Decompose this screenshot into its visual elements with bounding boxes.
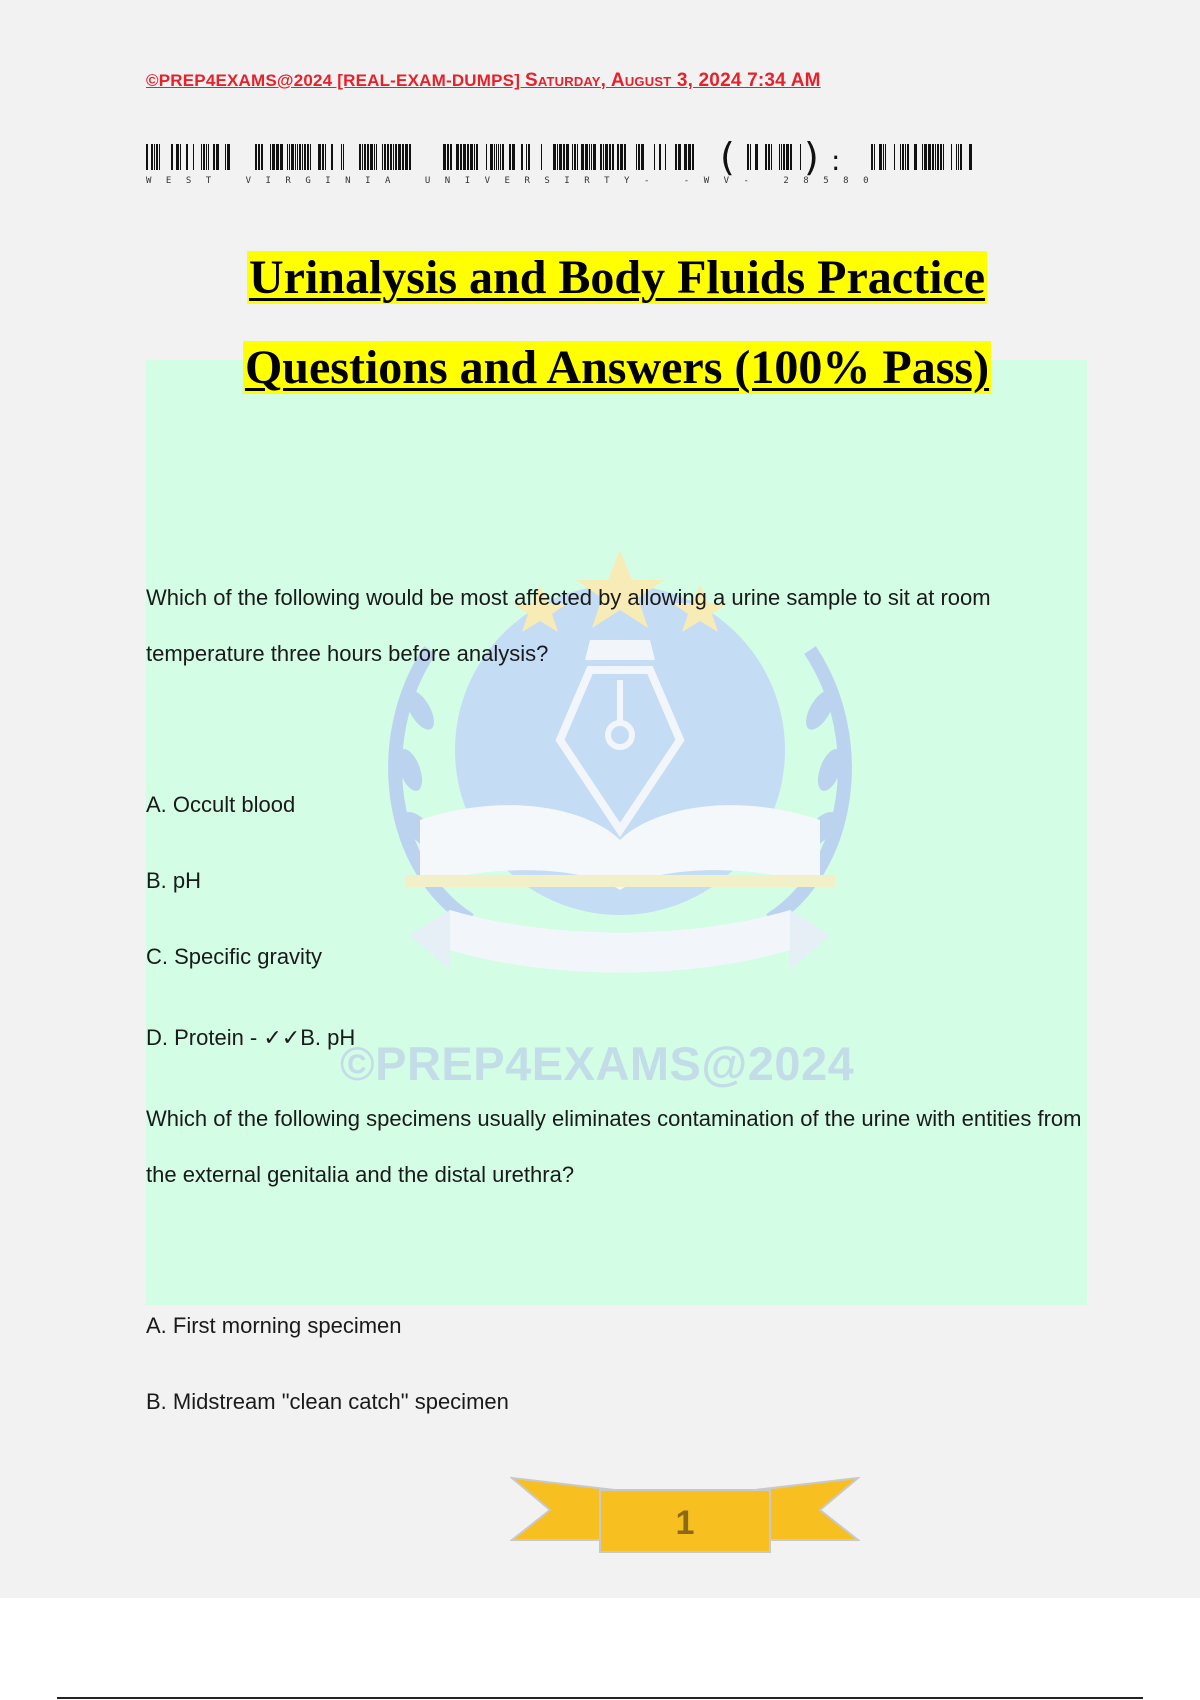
barcode-bar (553, 144, 556, 170)
barcode-bar (902, 144, 904, 170)
barcode-bar (750, 144, 751, 170)
barcode-bar (299, 144, 301, 170)
barcode-bar (362, 144, 363, 170)
barcode-bar (398, 144, 401, 170)
barcode-bar (476, 144, 478, 170)
barcode-bar (287, 144, 288, 170)
barcode-bar (937, 144, 939, 170)
barcode-bar (500, 144, 501, 170)
barcode-bar (280, 144, 283, 170)
barcode-bar (526, 144, 527, 170)
barcode-bar (374, 144, 375, 170)
barcode-bar (603, 144, 604, 170)
document-title-line2: Questions and Answers (100% Pass) (244, 341, 990, 394)
barcode-bar (402, 144, 404, 170)
barcode-bar (541, 144, 542, 170)
barcode-caption: WEST VIRGINIA UNIVERSIRTY- -WV- 28580 (146, 176, 883, 186)
barcode-bar (261, 144, 263, 170)
barcode-bar (675, 144, 677, 170)
barcode-bar (783, 144, 785, 170)
barcode-bar (325, 144, 326, 170)
barcode-bar (405, 144, 408, 170)
barcode-bar (289, 144, 290, 170)
barcode-bar (765, 144, 767, 170)
barcode-bar (956, 144, 957, 170)
barcode-bar (935, 144, 936, 170)
bottom-divider (57, 1697, 1143, 1699)
barcode-bar (225, 144, 226, 170)
barcode-bar (641, 144, 644, 170)
barcode-bar (624, 144, 626, 170)
barcode-bar (924, 144, 927, 170)
barcode-bar (470, 144, 473, 170)
barcode-bar (585, 144, 588, 170)
barcode-bar (295, 144, 296, 170)
barcode-bar (151, 144, 153, 170)
barcode-bar (447, 144, 449, 170)
barcode-bar (943, 144, 944, 170)
barcode-bar (382, 144, 383, 170)
barcode-bar (960, 144, 962, 170)
barcode-bar (498, 144, 499, 170)
barcode-bar (591, 144, 592, 170)
barcode-bar (393, 144, 394, 170)
barcode-bar (755, 144, 758, 170)
question-1-option-c: C. Specific gravity (146, 944, 323, 969)
barcode-bar (617, 144, 619, 170)
barcode-bar (638, 144, 640, 170)
barcode-bar (928, 144, 931, 170)
barcode-bar (443, 144, 446, 170)
barcode-bar (387, 144, 389, 170)
barcode-bar (156, 144, 158, 170)
barcode-bar (186, 144, 188, 170)
watermark-text: ©PREP4EXAMS@2024 (340, 1037, 855, 1090)
barcode-bar (176, 144, 179, 170)
barcode-bar (593, 144, 596, 170)
question-1-option-b: B. pH (146, 868, 202, 893)
document-title-line1: Urinalysis and Body Fluids Practice (248, 251, 986, 304)
header-stamp (146, 70, 821, 92)
barcode-bar (678, 144, 681, 170)
barcode-bar (914, 144, 917, 170)
barcode-bar (272, 144, 275, 170)
barcode-bar (384, 144, 386, 170)
barcode (146, 140, 978, 186)
barcode-bar (574, 144, 576, 170)
barcode-bar (395, 144, 397, 170)
barcode-bar (692, 144, 694, 170)
question-1-option-a: A. Occult blood (146, 792, 296, 817)
barcode-bar (193, 144, 194, 170)
barcode-glyph: ) (804, 140, 819, 176)
barcode-bar (600, 144, 602, 170)
barcode-bar (467, 144, 469, 170)
barcode-glyph: : (831, 144, 841, 176)
barcode-bar (255, 144, 257, 170)
barcode-bar (922, 144, 923, 170)
barcode-bar (310, 144, 311, 170)
barcode-bar (581, 144, 584, 170)
barcode-bar (509, 144, 511, 170)
barcode-bar (883, 144, 884, 170)
barcode-bar (213, 144, 215, 170)
barcode-bar (302, 144, 303, 170)
header-lead: ©PREP4EXAMS@2024 [REAL-EXAM-DUMPS] (146, 71, 525, 90)
question-2-option-a: A. First morning specimen (146, 1313, 402, 1338)
barcode-bar (779, 144, 780, 170)
barcode-graphic (146, 140, 978, 176)
barcode-bar (496, 144, 497, 170)
barcode-bar (665, 144, 666, 170)
barcode-bar (206, 144, 207, 170)
barcode-bar (490, 144, 493, 170)
barcode-bar (291, 144, 294, 170)
barcode-bar (781, 144, 782, 170)
barcode-bar (786, 144, 789, 170)
barcode-bar (620, 144, 623, 170)
question-1-text: Which of the following would be most affected by allowing a urine sample to sit at room temperature three hours before analysis? (146, 585, 991, 666)
barcode-bar (790, 144, 792, 170)
barcode-bar (589, 144, 590, 170)
barcode-bar (879, 144, 882, 170)
barcode-bar (258, 144, 260, 170)
barcode-bar (951, 144, 952, 170)
barcode-bar (343, 144, 344, 170)
barcode-bar (932, 144, 934, 170)
barcode-bar (359, 144, 361, 170)
barcode-bar (318, 144, 321, 170)
barcode-bar (450, 144, 452, 170)
barcode-bar (905, 144, 906, 170)
barcode-bar (456, 144, 459, 170)
barcode-bar (364, 144, 366, 170)
barcode-bar (800, 144, 801, 170)
barcode-bar (654, 144, 655, 170)
barcode-bar (894, 144, 895, 170)
barcode-bar (871, 144, 873, 170)
barcode-bar (474, 144, 475, 170)
barcode-bar (768, 144, 770, 170)
barcode-bar (304, 144, 306, 170)
barcode-bar (572, 144, 573, 170)
barcode-bar (747, 144, 749, 170)
barcode-bar (874, 144, 875, 170)
barcode-bar (390, 144, 392, 170)
barcode-bar (969, 144, 972, 170)
barcode-bar (367, 144, 369, 170)
barcode-bar (659, 144, 661, 170)
barcode-bar (276, 144, 279, 170)
page-number: 1 (675, 1504, 695, 1542)
barcode-bar (684, 144, 687, 170)
barcode-bar (512, 144, 515, 170)
question-2-option-b: B. Midstream "clean catch" specimen (146, 1389, 509, 1414)
barcode-bar (907, 144, 909, 170)
barcode-bar (563, 144, 565, 170)
barcode-bar (180, 144, 181, 170)
barcode-bar (502, 144, 504, 170)
barcode-bar (322, 144, 324, 170)
barcode-bar (376, 144, 377, 170)
question-1-option-d-answer: D. Protein - ✓✓B. pH (146, 1025, 356, 1050)
barcode-bar (216, 144, 219, 170)
barcode-bar (494, 144, 495, 170)
barcode-bar (463, 144, 466, 170)
barcode-bar (566, 144, 569, 170)
barcode-bar (688, 144, 691, 170)
barcode-bar (227, 144, 230, 170)
barcode-bar (307, 144, 309, 170)
question-2-text: Which of the following specimens usually eliminates contamination of the urine with entities from the external genitalia and the distal urethra? (146, 1106, 1082, 1187)
barcode-bar (559, 144, 562, 170)
barcode-bar (636, 144, 637, 170)
barcode-bar (409, 144, 411, 170)
barcode-bar (201, 144, 202, 170)
barcode-bar (900, 144, 901, 170)
barcode-bar (557, 144, 558, 170)
barcode-bar (605, 144, 608, 170)
barcode-bar (154, 144, 155, 170)
barcode-bar (270, 144, 271, 170)
barcode-bar (297, 144, 298, 170)
barcode-bar (528, 144, 530, 170)
barcode-bar (460, 144, 462, 170)
barcode-bar (203, 144, 205, 170)
header-date: Saturday, August 3, 2024 7:34 AM (525, 70, 821, 91)
barcode-bar (958, 144, 959, 170)
barcode-bar (331, 144, 333, 170)
barcode-bar (940, 144, 942, 170)
barcode-bar (486, 144, 487, 170)
barcode-bar (341, 144, 342, 170)
barcode-bar (885, 144, 886, 170)
barcode-bar (609, 144, 611, 170)
barcode-glyph: ( (720, 140, 735, 176)
barcode-bar (612, 144, 614, 170)
barcode-bar (521, 144, 523, 170)
barcode-bar (146, 144, 148, 170)
barcode-bar (208, 144, 209, 170)
barcode-bar (370, 144, 373, 170)
barcode-bar (771, 144, 772, 170)
barcode-bar (171, 144, 173, 170)
barcode-bar (159, 144, 160, 170)
barcode-bar (577, 144, 578, 170)
